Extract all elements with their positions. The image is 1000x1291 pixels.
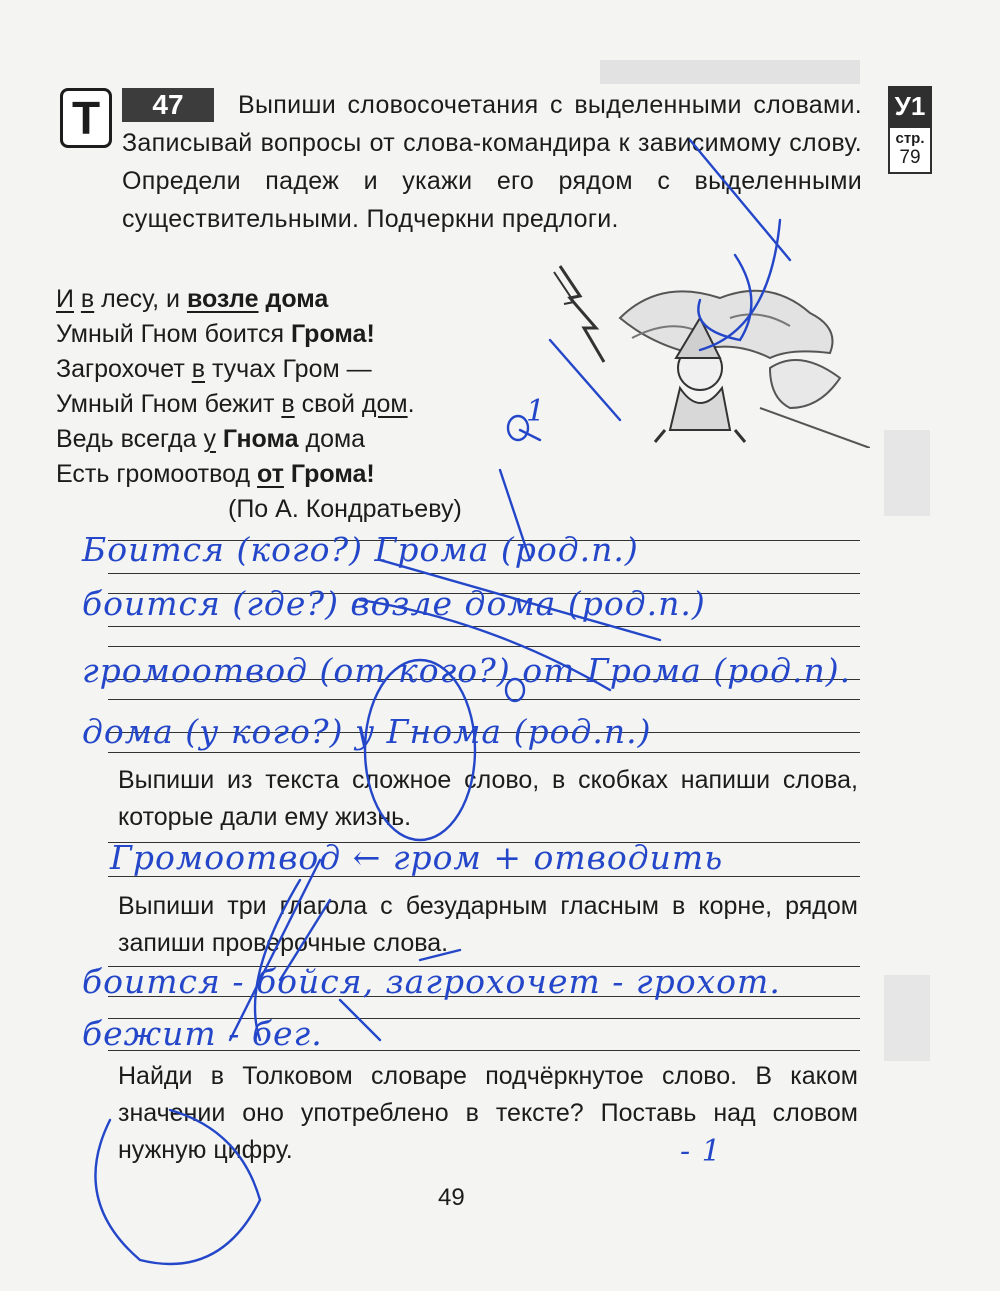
poem-line-4-part-2: в	[281, 390, 295, 418]
handwritten-verbs-answer-2: бежит - бег.	[82, 1014, 323, 1053]
poem-line-6-part-1: Есть громоотвод	[56, 460, 258, 488]
subtask-compound-word	[118, 762, 858, 836]
page-reference-label: стр.	[895, 130, 925, 147]
unit-badge: У1	[888, 86, 932, 126]
subtask-dictionary	[118, 1058, 858, 1169]
poem-line-3-part-3: тучах Гром —	[205, 355, 372, 383]
bleed-through-shade	[600, 60, 860, 84]
umbrella-shape	[770, 360, 840, 408]
subtask-verbs-text: Выпиши три глагола с безударным гласным в корне, рядом запиши проверочные слова.	[118, 892, 858, 957]
poem-line-3-part-1: Загрохочет	[56, 355, 192, 383]
poem-line-3	[56, 352, 462, 387]
poem-line-5-part-3	[216, 425, 223, 453]
poem-line-3-part-2: в	[191, 355, 205, 383]
handwritten-answer-3: громоотвод (от кого?) от Грома (род.п).	[82, 651, 852, 690]
poem-line-4-part-5: .	[407, 390, 415, 418]
poem-line-2	[56, 317, 462, 352]
poem-line-5	[56, 422, 462, 457]
poem-line-5-part-4: Гнома	[222, 425, 299, 453]
test-task-letter: Т	[71, 92, 101, 144]
answer-rule	[108, 573, 860, 574]
poem-line-1-part-2	[74, 285, 81, 313]
lightning-bolt-icon	[560, 266, 604, 362]
gnome-body	[670, 388, 730, 430]
page-number: 49	[438, 1184, 465, 1211]
poem-line-5-part-2: у	[203, 425, 216, 453]
answer-rule	[108, 752, 860, 753]
poem-line-4-part-3: свой	[294, 390, 362, 418]
poem-line-2-part-1: Умный Гном боится	[56, 320, 291, 348]
task-number-badge: 47	[122, 88, 214, 122]
cloud-shape	[620, 291, 833, 358]
pen-stroke	[520, 430, 540, 440]
handwritten-compound-answer: Громоотвод ← гром + отводить	[110, 838, 724, 877]
subtask-compound-text: Выпиши из текста сложное слово, в скобках напиши слова, которые дали ему жизнь.	[118, 766, 858, 831]
handwritten-answer-2: боится (где?) возле дома (род.п.)	[82, 584, 706, 623]
poem-line-1-part-4: лесу, и	[94, 285, 187, 313]
poem-line-6-part-4: Грома!	[290, 460, 375, 488]
poem-line-2-part-2: Грома!	[290, 320, 375, 348]
poem-line-6-part-3	[284, 460, 291, 488]
bleed-through-badge-2	[884, 975, 930, 1061]
pen-stroke	[340, 1000, 380, 1040]
subtask-dictionary-text: Найди в Толковом словаре подчёркнутое слово. В каком значении оно употреблено в тексте? Поставь над словом нужную цифру.	[118, 1062, 858, 1164]
poem-line-1-part-1: И	[56, 285, 74, 313]
poem-line-1-part-5: возле	[186, 285, 259, 313]
poem-source: (По А. Кондратьеву)	[228, 495, 462, 523]
answer-rule	[108, 626, 860, 627]
page-reference-number: 79	[899, 147, 921, 168]
test-task-icon	[60, 88, 112, 148]
handwritten-verbs-answer-1: боится - бойся, загрохочет - грохот.	[82, 962, 781, 1001]
task-instructions	[122, 86, 862, 238]
handwritten-answer-1: Боится (кого?) Грома (род.п.)	[82, 530, 639, 569]
answer-rule	[108, 646, 860, 647]
handwritten-answer-4: дома (у кого?) у Гнома (род.п.)	[82, 712, 652, 751]
gnome-thunder-illustration	[540, 258, 870, 448]
poem-line-1-part-7: дома	[265, 285, 329, 313]
poem-line-6	[56, 457, 462, 492]
handwritten-dictionary-answer: - 1	[680, 1134, 722, 1169]
page-reference-box	[888, 126, 932, 174]
poem-line-4-part-4: дом	[361, 390, 408, 418]
poem-line-5-part-5: дома	[298, 425, 366, 453]
pen-circle	[508, 416, 528, 440]
bleed-through-badge	[884, 430, 930, 516]
poem-line-5-part-1: Ведь всегда	[56, 425, 204, 453]
task-instructions-text: Выпиши словосочетания с выделенными словами. Записывай вопросы от слова-командира к зависимому слову. Определи падеж и укажи его рядом с выделенными существительными. Подчеркни предлоги.	[122, 91, 862, 233]
poem-line-6-part-2: от	[257, 460, 284, 488]
poem-line-1-part-3: в	[80, 285, 95, 313]
poem-line-1	[56, 282, 462, 317]
poem-line-4	[56, 387, 462, 422]
poem-line-4-part-1: Умный Гном бежит	[56, 390, 282, 418]
handwritten-mark-1: 1	[526, 394, 547, 429]
subtask-verbs	[118, 888, 858, 962]
poem	[56, 282, 462, 527]
answer-rule	[108, 699, 860, 700]
